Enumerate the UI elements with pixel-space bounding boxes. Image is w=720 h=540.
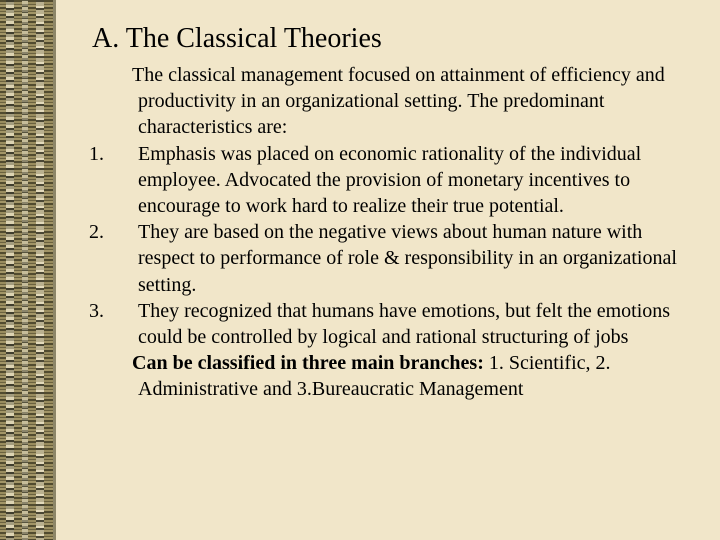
list-item: [88, 219, 698, 298]
decorative-border: [0, 0, 56, 540]
characteristics-list: [88, 141, 698, 351]
list-item-number: 3.: [89, 299, 104, 322]
list-item-text: Emphasis was placed on economic rationality of the individual employee. Advocated the provision of monetary incentives to encourage to work hard to realize their true potential.: [138, 142, 642, 218]
border-texture: [6, 0, 14, 540]
list-item: [88, 298, 698, 350]
border-texture: [36, 0, 44, 540]
slide-body: [88, 62, 698, 403]
list-item-number: 2.: [89, 221, 104, 244]
list-item-text: They are based on the negative views about human nature with respect to performance of role & responsibility in an organizational setting.: [138, 221, 677, 296]
intro-paragraph: The classical management focused on attainment of efficiency and productivity in an organizational setting. The predominant characteristics are:: [132, 64, 665, 139]
slide-title: A. The Classical Theories: [92, 23, 382, 54]
border-texture: [22, 0, 28, 540]
list-item: [88, 141, 698, 220]
closing-paragraph: [132, 350, 698, 402]
closing-text: 1. Scientific, 2. Administrative and 3.Bureaucratic Management: [138, 352, 611, 401]
closing-bold-text: Can be classified in three main branches:: [132, 352, 484, 375]
list-item-number: 1.: [89, 142, 104, 165]
border-edge: [53, 0, 56, 540]
list-item-text: They recognized that humans have emotions, but felt the emotions could be controlled by logical and rational structuring of jobs: [138, 299, 671, 349]
